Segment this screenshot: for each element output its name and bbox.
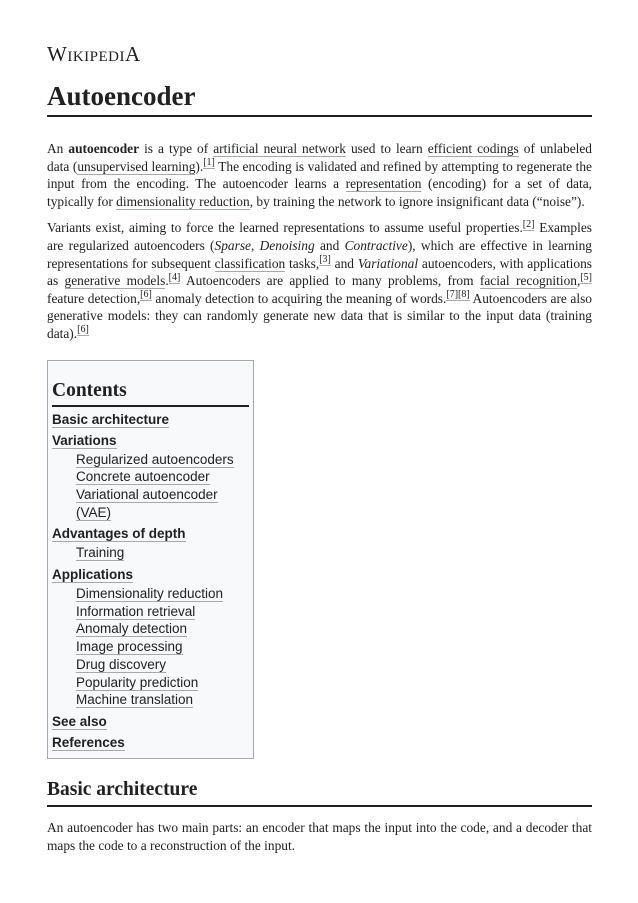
toc-subitem-image-processing: [52, 638, 253, 656]
table-of-contents: [47, 360, 254, 759]
text: , by training the network to ignore insignificant data (“noise”).: [249, 193, 585, 209]
citation-6-repeat: [77, 324, 89, 336]
toc-link-advantages-of-depth[interactable]: Advantages of depth: [52, 526, 186, 542]
toc-item-applications: [52, 567, 253, 709]
intro-paragraph-2: [47, 219, 592, 342]
link-classification[interactable]: classification: [214, 255, 286, 271]
citation-link[interactable]: [7]: [446, 289, 459, 301]
text: An: [47, 141, 69, 156]
toc-subitem-variational-autoencoder-vae: [52, 486, 253, 521]
citation-5: [580, 272, 592, 284]
toc-subitem-training: [52, 544, 253, 562]
toc-item-variations: [52, 433, 253, 522]
link-artificial-neural-network[interactable]: artificial neural network: [213, 141, 346, 156]
text: and: [314, 237, 345, 253]
citation-4: [169, 272, 181, 284]
toc-item-see-also: [52, 714, 253, 730]
toc-link-references[interactable]: References: [52, 734, 125, 750]
citation-link[interactable]: [6]: [140, 289, 152, 301]
toc-item-basic-architecture: [52, 412, 253, 428]
toc-subitem-regularized-autoencoders: [52, 451, 253, 469]
text: is a type of: [139, 141, 214, 156]
toc-link-popularity-prediction[interactable]: Popularity prediction: [76, 674, 199, 690]
toc-link-dimensionality-reduction[interactable]: Dimensionality reduction: [76, 586, 224, 602]
text: ).: [195, 158, 204, 174]
toc-link-drug-discovery[interactable]: Drug discovery: [76, 656, 167, 672]
text: (encoding) for a set of data, typically for: [47, 176, 592, 209]
link-representation[interactable]: representation: [345, 176, 422, 192]
text: feature detection,: [47, 290, 141, 306]
toc-heading: Contents: [52, 379, 249, 407]
text: of unlabeled data (: [47, 141, 592, 174]
citation-link[interactable]: [2]: [522, 218, 535, 230]
toc-item-advantages-of-depth: [52, 526, 253, 562]
text: Variants exist, aiming to force the learned representations to assume useful properties.: [47, 220, 523, 236]
toc-subitem-machine-translation: [52, 691, 253, 709]
toc-subitem-dimensionality-reduction: [52, 585, 253, 603]
text: autoencoders, with applications as: [47, 255, 592, 289]
toc-link-machine-translation[interactable]: Machine translation: [76, 692, 194, 708]
text: Autoencoders are also generative models: they can randomly generate new data that is similar to the input data (training data).: [47, 290, 593, 341]
toc-link-see-also[interactable]: See also: [52, 713, 107, 729]
italic-term: Sparse: [214, 237, 251, 253]
citation-link[interactable]: [3]: [319, 254, 331, 266]
text: Examples are regularized autoencoders (: [47, 220, 592, 253]
toc-list: [52, 412, 253, 751]
intro-paragraph-1: [47, 140, 592, 210]
toc-subitem-drug-discovery: [52, 656, 253, 674]
text: ,: [576, 273, 581, 289]
text: .: [165, 273, 169, 289]
toc-subitem-concrete-autoencoder: [52, 468, 253, 486]
text: ), which are effective in learning representations for subsequent: [47, 237, 592, 271]
wikipedia-wordmark[interactable]: [47, 40, 592, 68]
citation-6: [140, 289, 152, 301]
citation-8: [458, 289, 470, 301]
text: and: [330, 255, 358, 271]
toc-link-image-processing[interactable]: Image processing: [76, 639, 183, 655]
toc-link-information-retrieval[interactable]: Information retrieval: [76, 603, 196, 619]
link-generative-models[interactable]: generative models: [64, 273, 166, 289]
link-efficient-codings[interactable]: efficient codings: [427, 141, 519, 156]
toc-sublist: [52, 451, 253, 522]
text: Autoencoders are applied to many problems, from: [180, 273, 480, 289]
citation-2: [523, 219, 535, 231]
text: tasks,: [285, 255, 320, 271]
citation-link[interactable]: [6]: [77, 324, 89, 336]
page-title: Autoencoder: [47, 80, 592, 117]
link-facial-recognition[interactable]: facial recognition: [479, 273, 577, 289]
toc-link-concrete-autoencoder[interactable]: Concrete autoencoder: [76, 469, 210, 485]
text: anomaly detection to acquiring the meaning of words.: [151, 290, 447, 306]
toc-sublist: [52, 585, 253, 709]
toc-link-regularized-autoencoders[interactable]: Regularized autoencoders: [76, 451, 234, 467]
link-dimensionality-reduction[interactable]: dimensionality reduction: [116, 193, 250, 209]
toc-link-variational-autoencoder-vae[interactable]: Variational autoencoder (VAE): [76, 486, 218, 520]
toc-subitem-anomaly-detection: [52, 620, 253, 638]
toc-subitem-popularity-prediction: [52, 674, 253, 692]
bold-term: autoencoder: [68, 141, 140, 156]
citation-7: [446, 289, 458, 301]
toc-item-references: [52, 735, 253, 751]
citation-link[interactable]: [1]: [203, 157, 215, 169]
citation-link[interactable]: [8]: [458, 289, 470, 301]
text: The encoding is validated and refined by attempting to regenerate the input from the encoding. The autoencoder learns a: [47, 158, 592, 192]
toc-link-applications[interactable]: Applications: [52, 567, 134, 583]
text: used to learn: [345, 141, 428, 156]
section-heading-basic-architecture: Basic architecture: [47, 778, 592, 807]
section-paragraph: An autoencoder has two main parts: an encoder that maps the input into the code, and a decoder that maps the code to a reconstruction of the input.: [47, 819, 592, 853]
italic-term: Contractive: [344, 237, 408, 253]
text: ,: [250, 237, 260, 253]
toc-link-anomaly-detection[interactable]: Anomaly detection: [76, 621, 188, 637]
link-unsupervised-learning[interactable]: unsupervised learning: [77, 158, 196, 174]
citation-1: [203, 157, 215, 169]
wordmark-w: W: [47, 42, 68, 66]
article-page: [47, 40, 592, 854]
italic-term: Variational: [357, 255, 419, 271]
citation-link[interactable]: [5]: [580, 271, 592, 283]
citation-link[interactable]: [4]: [168, 271, 181, 283]
toc-sublist: [52, 544, 253, 562]
toc-link-basic-architecture[interactable]: Basic architecture: [52, 411, 170, 427]
citation-3: [319, 254, 331, 266]
toc-subitem-information-retrieval: [52, 603, 253, 621]
italic-term: Denoising: [259, 237, 315, 253]
toc-link-training[interactable]: Training: [76, 545, 125, 561]
wordmark-a: A: [124, 42, 141, 66]
toc-link-variations[interactable]: Variations: [52, 432, 117, 448]
wordmark-mid: ikipedi: [67, 42, 125, 66]
